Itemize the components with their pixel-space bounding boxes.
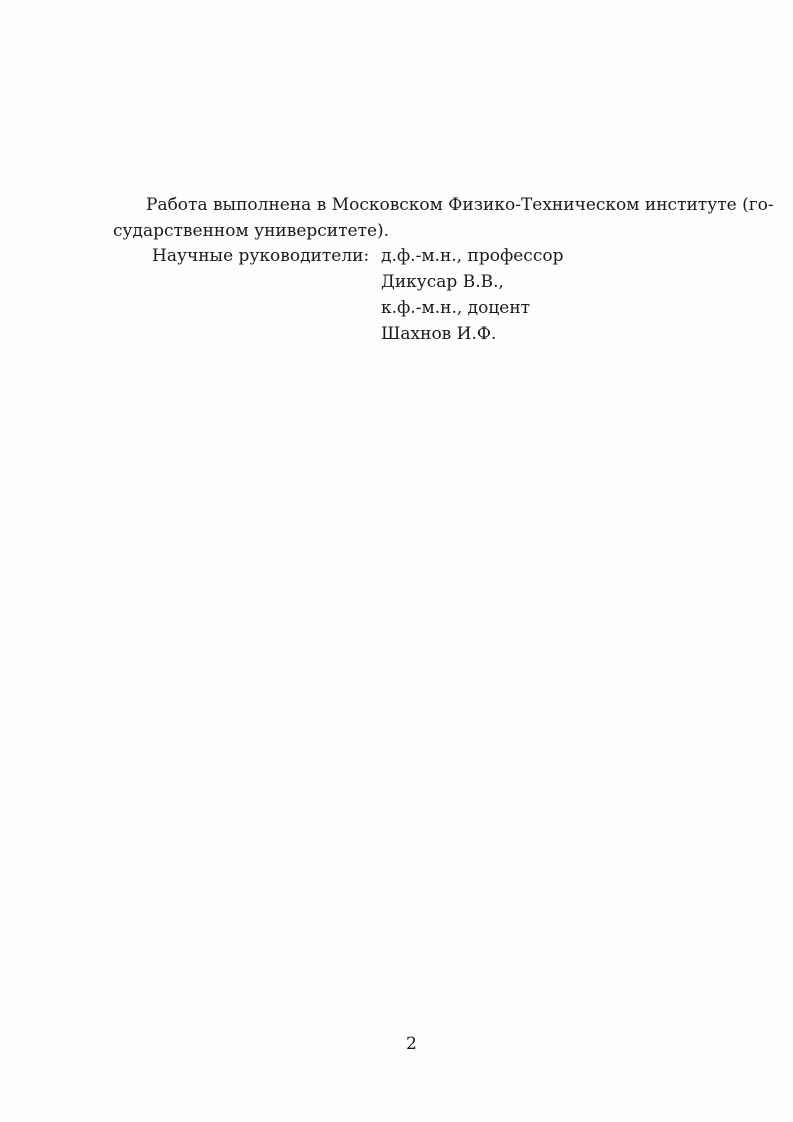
page-number: 2 [406, 1034, 417, 1054]
supervisor-2-title: к.ф.-м.н., доцент [381, 298, 531, 318]
supervisors-list [381, 243, 563, 347]
institution-line-2: сударственном университете). [113, 221, 390, 241]
institution-line-1: Работа выполнена в Московском Физико-Техническом институте (го- [146, 195, 774, 215]
supervisor-1-title: д.ф.-м.н., профессор [381, 246, 564, 266]
supervisor-2-name: Шахнов И.Ф. [381, 324, 497, 344]
supervisor-1-name: Дикусар В.В., [381, 272, 504, 292]
supervisors-label: Научные руководители: [152, 246, 370, 266]
